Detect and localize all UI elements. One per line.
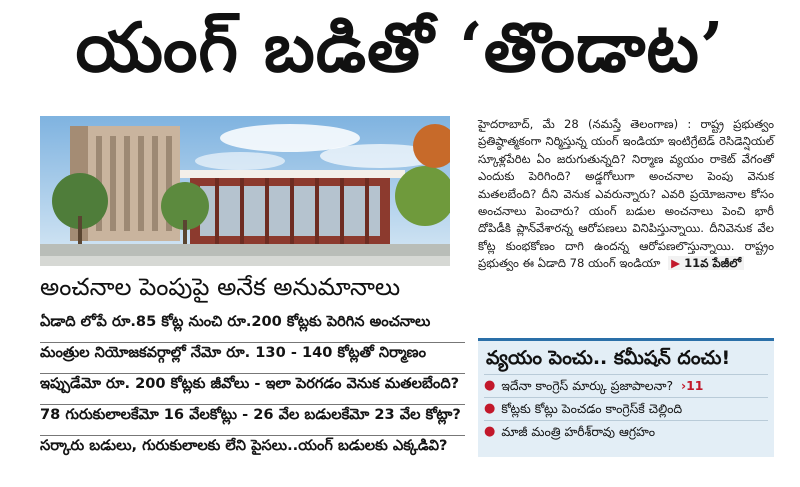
arrow-icon: ▶ xyxy=(671,256,681,271)
key-point: మంత్రుల నియోజకవర్గాల్లో నేమో రూ. 130 - 140 కోట్లతో నిర్మాణం xyxy=(40,343,465,374)
headline: యంగ్ బడితో ‘తొండాట’ xyxy=(75,8,725,88)
continued-link[interactable] xyxy=(668,256,744,270)
key-point: సర్కారు బడులు, గురుకులాలకు లేని పైసలు..యంగ్ బడులకు ఎక్కడివి? xyxy=(40,437,448,454)
sidebar-item xyxy=(484,397,768,420)
story-body xyxy=(478,116,774,273)
sidebar-item-text: ఇదేనా కాంగ్రెస్ మార్కు ప్రజాపాలనా? xyxy=(501,378,674,393)
sidebar-item-text: మాజీ మంత్రి హరీశ్‌రావు ఆగ్రహం xyxy=(501,424,655,439)
school-building-photo xyxy=(40,116,450,266)
sidebar-box xyxy=(478,338,774,457)
key-point: ఏడాది లోపే రూ.85 కోట్ల నుంచి రూ.200 కోట్లకు పెరిగిన అంచనాలు xyxy=(40,312,465,343)
story-text: హైదరాబాద్, మే 28 (నమస్తే తెలంగాణ) : రాష్ట్ర ప్రభుత్వం ప్రతిష్ఠాత్మకంగా నిర్మిస్తున్న యంగ్ ఇండియా ఇంటిగ్రేటెడ్ రెసిడెన్షియల్ స్కూళ్లపేరిట ఏం జరుగుతున్నది? నిర్మాణ వ్యయం రాకెట్ వేగంతో ఎందుకు పెరిగింది? అడ్డగోలుగా అంచనాల పెంపు వెనుక మతలబేంది? దీని వెనుక ఎవరున్నారు? ఎవరి ప్రయోజనాల కోసం అంచనాలు పెంచారు? యంగ్ బడుల అంచనాలు పెంచి భారీ దోపిడీకి ప్లాన్‌వేశారన్న ఆరోపణలు వినిపిస్తున్నాయి. దీనివెనుక వేల కోట్ల కుంభకోణం దాగి ఉందన్న ఆరోపణలొస్తున్నాయి. రాష్ట్రం ప్రభుత్వం ఈ ఏడాది 78 యంగ్ ఇండియా xyxy=(478,117,774,271)
bullet-icon: ● xyxy=(484,378,496,393)
sidebar-title: వ్యయం పెంచు.. కమీషన్ దంచు! xyxy=(486,347,731,369)
sidebar-item xyxy=(484,374,768,397)
bullet-icon: ● xyxy=(484,401,496,416)
sidebar-item xyxy=(484,420,768,443)
subhead: అంచనాల పెంపుపై అనేక అనుమానాలు xyxy=(40,273,401,301)
sidebar-item-text: కోట్లకు కోట్లు పెంచడం కాంగ్రెస్‌కే చెల్లింది xyxy=(501,401,683,416)
key-point: 78 గురుకులాలకేమో 16 వేలకోట్లు - 26 వేల బడులకేమో 23 వేల కోట్లా? xyxy=(40,405,465,436)
bullet-icon: ● xyxy=(484,424,496,439)
key-points-list xyxy=(40,312,465,467)
page-ref-number: 11 xyxy=(686,378,704,393)
key-point: ఇప్పుడేమో రూ. 200 కోట్లకు జీవోలు - ఇలా పెరగడం వెనుక మతలబేంది? xyxy=(40,374,465,405)
continued-label: 11వ పేజీలో xyxy=(684,256,742,271)
page-ref[interactable] xyxy=(681,375,703,397)
arrow-icon: › xyxy=(681,378,687,393)
